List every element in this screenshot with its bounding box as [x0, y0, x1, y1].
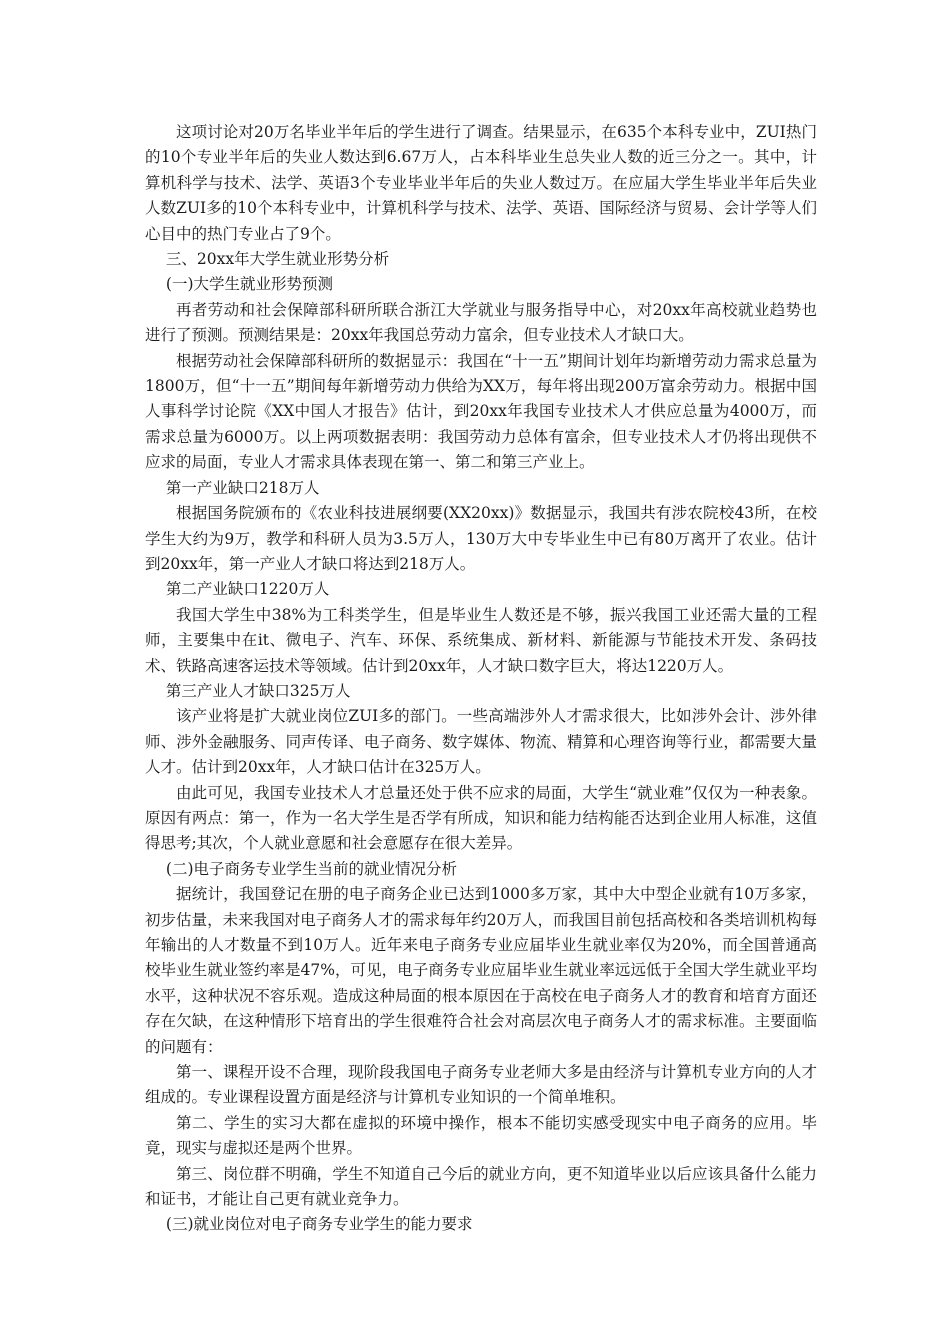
paragraph-forecast: 再者劳动和社会保障部科研所联合浙江大学就业与服务指导中心，对20xx年高校就业趋势也进行了预测。预测结果是：20xx年我国总劳动力富余，但专业技术人才缺口大。 [145, 300, 817, 345]
paragraph-survey-results: 这项讨论对20万名毕业半年后的学生进行了调查。结果显示，在635个本科专业中，ZUI热门的10个专业半年后的失业人数达到6.67万人，占本科毕业生总失业人数的近三分之一。其中，计算机科学与技术、法学、英语3个专业毕业半年后的失业人数过万。在应届大学生毕业半年后失业人数ZUI多的10个本科专业中，计算机科学与技术、法学、英语、国际经济与贸易、会计学等人们心目中的热门专业占了9个。 [145, 123, 817, 243]
subsection-heading-3: (三)就业岗位对电子商务专业学生的能力要求 [165, 1215, 473, 1234]
paragraph-problem-3: 第三、岗位群不明确，学生不知道自己今后的就业方向，更不知道毕业以后应该具备什么能力和证书，才能让自己更有就业竞争力。 [145, 1164, 817, 1209]
section-heading-3: 三、20xx年大学生就业形势分析 [165, 250, 390, 269]
paragraph-tertiary-industry: 该产业将是扩大就业岗位ZUI多的部门。一些高端涉外人才需求很大，比如涉外会计、涉外律师、涉外金融服务、同声传译、电子商务、数字媒体、物流、精算和心理咨询等行业，都需要大量人才。估计到20xx年，人才缺口估计在325万人。 [145, 707, 817, 777]
paragraph-secondary-industry: 我国大学生中38%为工科类学生，但是毕业生人数还是不够，振兴我国工业还需大量的工程师，主要集中在it、微电子、汽车、环保、系统集成、新材料、新能源与节能技术开发、条码技术、铁路高速客运技术等领域。估计到20xx年，人才缺口数字巨大，将达1220万人。 [145, 605, 817, 675]
paragraph-primary-industry: 根据国务院颁布的《农业科技进展纲要(XX20xx)》数据显示，我国共有涉农院校43所，在校学生大约为9万，教学和科研人员为3.5万人，130万大中专毕业生中已有80万离开了农业。估计到20xx年，第一产业人才缺口将达到218万人。 [145, 504, 817, 573]
heading-secondary-industry: 第二产业缺口1220万人 [165, 580, 330, 599]
heading-tertiary-industry: 第三产业人才缺口325万人 [165, 681, 351, 700]
subsection-heading-1: (一)大学生就业形势预测 [165, 275, 334, 294]
paragraph-ecommerce-statistics: 据统计，我国登记在册的电子商务企业已达到1000多万家，其中大中型企业就有10万多家，初步估量，未来我国对电子商务人才的需求每年约20万人，而我国目前包括高校和各类培训机构每年输出的人才数量不到10万人。近年来电子商务专业应届毕业生就业率仅为20%，而全国普通高校毕业生就业签约率是47%，可见，电子商务专业应届毕业生就业率远远低于全国大学生就业平均水平，这种状况不容乐观。造成这种局面的根本原因在于高校在电子商务人才的教育和培育方面还存在欠缺，在这种情形下培育出的学生很难符合社会对高层次电子商务人才的需求标准。主要面临的问题有： [145, 885, 817, 1056]
paragraph-labor-data: 根据劳动社会保障部科研所的数据显示：我国在“十一五”期间计划年均新增劳动力需求总量为1800万，但“十一五”期间每年新增劳动力供给为XX万，每年将出现200万富余劳动力。根据中国人事科学讨论院《XX中国人才报告》估计，到20xx年我国专业技术人才供应总量为4000万，而需求总量为6000万。以上两项数据表明：我国劳动力总体有富余，但专业技术人才仍将出现供不应求的局面，专业人才需求具体表现在第一、第二和第三产业上。 [145, 351, 817, 472]
document-body [145, 120, 817, 1238]
subsection-heading-2: (二)电子商务专业学生当前的就业情况分析 [165, 859, 458, 878]
paragraph-problem-2: 第二、学生的实习大都在虚拟的环境中操作，根本不能切实感受现实中电子商务的应用。毕竟，现实与虚拟还是两个世界。 [145, 1113, 817, 1158]
heading-primary-industry: 第一产业缺口218万人 [165, 478, 320, 497]
paragraph-conclusion: 由此可见，我国专业技术人才总量还处于供不应求的局面，大学生“就业难”仅仅为一种表象。原因有两点：第一，作为一名大学生是否学有所成，知识和能力结构能否达到企业用人标准，这值得思考;其次，个人就业意愿和社会意愿存在很大差异。 [145, 783, 817, 853]
paragraph-problem-1: 第一、课程开设不合理，现阶段我国电子商务专业老师大多是由经济与计算机专业方向的人才组成的。专业课程设置方面是经济与计算机专业知识的一个简单堆积。 [145, 1063, 817, 1107]
